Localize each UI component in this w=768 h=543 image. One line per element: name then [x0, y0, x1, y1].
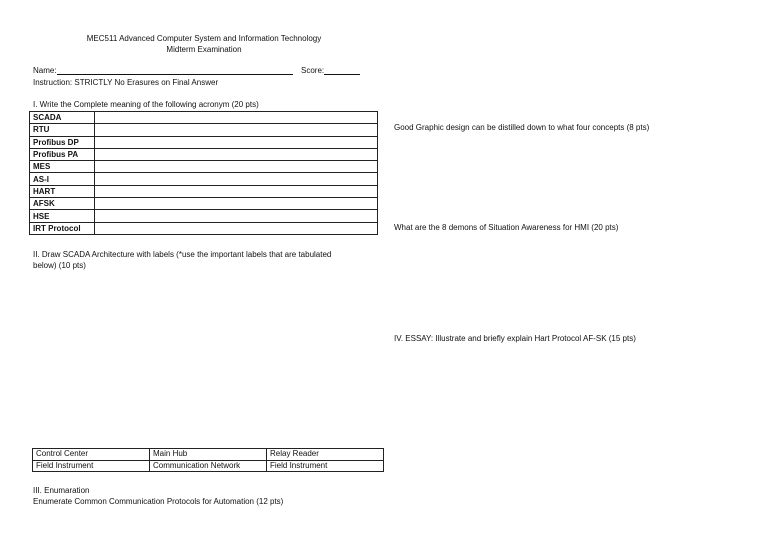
score-field[interactable] [301, 66, 360, 75]
architecture-label: Communication Network [150, 460, 267, 472]
architecture-label: Relay Reader [267, 449, 384, 461]
acronym-row [30, 185, 378, 197]
acronym-row [30, 210, 378, 222]
acronym-row [30, 124, 378, 136]
essay-question: IV. ESSAY: Illustrate and briefly explain Hart Protocol AF-SK (15 pts) [394, 334, 636, 343]
acronym-row [30, 173, 378, 185]
name-field[interactable] [33, 66, 293, 75]
course-title: MEC511 Advanced Computer System and Information Technology [86, 34, 322, 43]
acronym-answer-cell[interactable] [95, 222, 378, 234]
architecture-label: Field Instrument [267, 460, 384, 472]
label-row [33, 460, 384, 472]
part3-heading: III. Enumaration [33, 486, 90, 495]
acronym-answer-cell[interactable] [95, 210, 378, 222]
label-row [33, 449, 384, 461]
part2-heading-line2: below) (10 pts) [33, 261, 86, 270]
acronym-answer-cell[interactable] [95, 161, 378, 173]
acronym-term: AS-I [30, 173, 95, 185]
acronym-row [30, 222, 378, 234]
instruction-text: Instruction: STRICTLY No Erasures on Final Answer [33, 78, 219, 87]
acronym-row [30, 148, 378, 160]
acronym-term: RTU [30, 124, 95, 136]
acronym-term: Profibus PA [30, 148, 95, 160]
acronym-row [30, 198, 378, 210]
acronym-term: SCADA [30, 112, 95, 124]
acronym-answer-cell[interactable] [95, 124, 378, 136]
score-blank[interactable] [324, 66, 360, 75]
architecture-label: Field Instrument [33, 460, 150, 472]
acronym-term: MES [30, 161, 95, 173]
acronym-table [29, 111, 378, 235]
acronym-answer-cell[interactable] [95, 185, 378, 197]
architecture-label: Control Center [33, 449, 150, 461]
acronym-row [30, 112, 378, 124]
part1-heading: I. Write the Complete meaning of the following acronym (20 pts) [33, 100, 259, 109]
acronym-term: HART [30, 185, 95, 197]
architecture-labels-table [32, 448, 384, 472]
acronym-answer-cell[interactable] [95, 198, 378, 210]
exam-title: Midterm Examination [166, 45, 242, 54]
acronym-row [30, 161, 378, 173]
part3-question: Enumerate Common Communication Protocols for Automation (12 pts) [33, 497, 284, 506]
acronym-term: HSE [30, 210, 95, 222]
acronym-answer-cell[interactable] [95, 148, 378, 160]
situation-awareness-question: What are the 8 demons of Situation Awareness for HMI (20 pts) [394, 223, 619, 232]
acronym-row [30, 136, 378, 148]
acronym-term: AFSK [30, 198, 95, 210]
acronym-term: IRT Protocol [30, 222, 95, 234]
acronym-term: Profibus DP [30, 136, 95, 148]
architecture-label: Main Hub [150, 449, 267, 461]
name-blank[interactable] [57, 66, 293, 75]
score-label: Score: [301, 66, 325, 75]
name-label: Name: [33, 66, 57, 75]
acronym-answer-cell[interactable] [95, 136, 378, 148]
part2-heading-line1: II. Draw SCADA Architecture with labels (*use the important labels that are tabulated [33, 250, 332, 259]
graphic-design-question: Good Graphic design can be distilled down to what four concepts (8 pts) [394, 123, 650, 132]
acronym-answer-cell[interactable] [95, 112, 378, 124]
acronym-answer-cell[interactable] [95, 173, 378, 185]
drawing-area[interactable] [33, 276, 383, 442]
